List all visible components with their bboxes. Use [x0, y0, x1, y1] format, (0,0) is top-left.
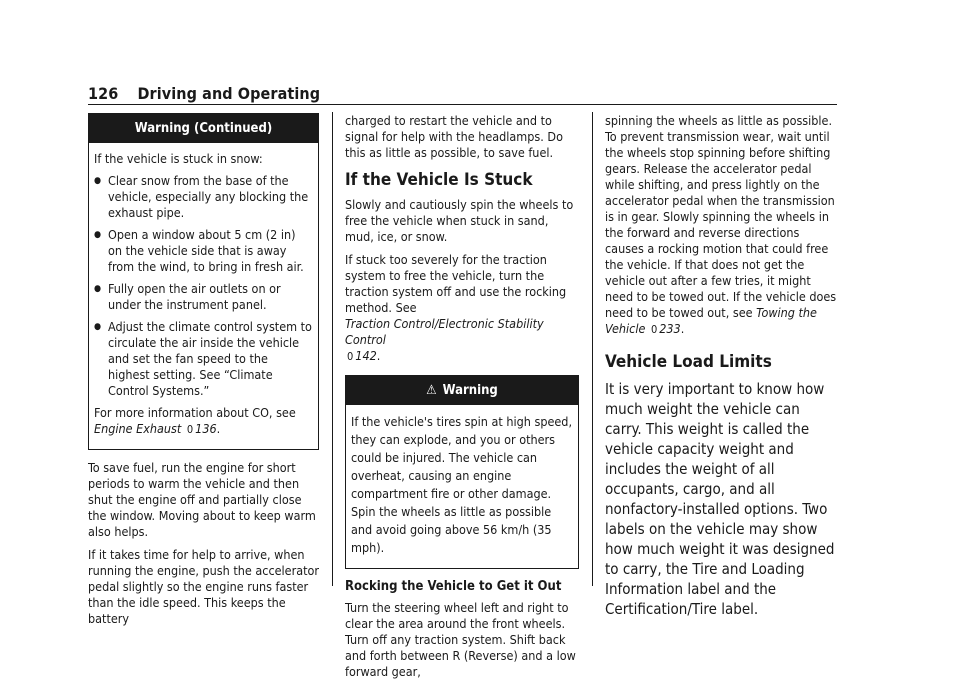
- bullet-item: ● Clear snow from the base of the vehicle, especially any blocking the exhaust pipe.: [94, 173, 313, 221]
- continued-paragraph: spinning the wheels as little as possible. To prevent transmission wear, wait until the wheels stop spinning before shifting gears. Release the accelerator pedal while shifting, and press lightly on the accelerator pedal when the transmission is in gear. Slowly spinning the wheels in the forward and reverse directions causes a rocking motion that could free the vehicle. If that does not get the vehicle out after a few tries, it might need to be towed out. If the vehicle does need to be towed out, see Towing the Vehicle 0 233.: [605, 113, 837, 336]
- traction-control-link[interactable]: Traction Control/Electronic Stability Control: [345, 316, 544, 347]
- traction-control-page[interactable]: 142: [355, 348, 377, 363]
- warning-header: [346, 376, 578, 405]
- column-3: [605, 113, 839, 626]
- engine-exhaust-link[interactable]: Engine Exhaust: [94, 421, 182, 436]
- stuck-paragraph-1: Slowly and cautiously spin the wheels to free the vehicle when stuck in sand, mud, ice, or snow.: [345, 197, 574, 244]
- help-arrive-paragraph: If it takes time for help to arrive, when running the engine, push the accelerator pedal slightly so the engine runs faster than the idle speed. This keeps the battery: [88, 547, 320, 626]
- warning-triangle-icon: ⚠: [426, 383, 437, 398]
- column-2: [345, 113, 579, 687]
- continued-paragraph: charged to restart the vehicle and to signal for help with the headlamps. Do this as little as possible, to save fuel.: [345, 113, 563, 160]
- warning-continued-box: [88, 113, 319, 450]
- load-limits-heading: Vehicle Load Limits: [605, 352, 772, 372]
- rocking-paragraph: Turn the steering wheel left and right to clear the area around the front wheels. Turn off any traction system. Shift back and forth between R (Reverse) and a low forward gear,: [345, 600, 576, 679]
- towing-page[interactable]: 233: [659, 321, 681, 336]
- towing-link[interactable]: Towing the Vehicle: [605, 305, 817, 336]
- snow-intro: If the vehicle is stuck in snow:: [94, 151, 263, 166]
- rocking-heading: Rocking the Vehicle to Get it Out: [345, 579, 562, 594]
- stuck-heading: If the Vehicle Is Stuck: [345, 170, 533, 190]
- warning-text: If the vehicle's tires spin at high speed, they can explode, and you or others could be injured. The vehicle can overheat, causing an engine compartment fire or other damage. Spin the wheels as little as possible and avoid going above 56 km/h (35 mph).: [351, 414, 573, 555]
- page-ref-icon: 0: [650, 323, 658, 336]
- stuck-text: If stuck too severely for the traction system to free the vehicle, turn the traction system off and use the rocking method. See: [345, 252, 567, 315]
- column-divider-1: [332, 112, 333, 586]
- co-text: For more information about CO, see: [94, 405, 296, 420]
- page-ref-icon: 0: [347, 350, 354, 363]
- warning-continued-title: Warning (Continued): [89, 114, 318, 143]
- snow-bullet-list: [94, 173, 313, 399]
- bullet-item: ● Fully open the air outlets on or under the instrument panel.: [94, 281, 313, 313]
- load-limits-paragraph: It is very important to know how much weight the vehicle can carry. This weight is called the vehicle capacity weight and includes the weight of all occupants, cargo, and all nonfactory-installed options. Two labels on the vehicle may show how much weight it was designed to carry, the Tire and Loading Information label and the Certification/Tire label.: [605, 380, 835, 618]
- co-reference: For more information about CO, see Engine Exhaust 0 136.: [94, 405, 296, 436]
- page-number: 126: [88, 84, 119, 103]
- header-rule: [88, 104, 837, 105]
- engine-exhaust-page[interactable]: 136: [195, 421, 217, 436]
- warning-title: Warning: [442, 383, 498, 398]
- page-ref-icon: 0: [186, 423, 194, 436]
- stuck-paragraph-2: If stuck too severely for the traction system to free the vehicle, turn the traction system off and use the rocking method. See Traction Control/Electronic Stability Control 0 142.: [345, 252, 567, 363]
- column-divider-2: [592, 112, 593, 586]
- column-1: [88, 113, 319, 634]
- page-header: [88, 84, 320, 103]
- section-title: Driving and Operating: [137, 84, 321, 103]
- save-fuel-paragraph: To save fuel, run the engine for short periods to warm the vehicle and then shut the engine off and partially close the window. Moving about to keep warm also helps.: [88, 460, 316, 539]
- bullet-item: ● Open a window about 5 cm (2 in) on the vehicle side that is away from the wind, to bring in fresh air.: [94, 227, 313, 275]
- warning-box: [345, 375, 579, 569]
- bullet-item: ● Adjust the climate control system to circulate the air inside the vehicle and set the fan speed to the highest setting. See “Climate Control Systems.”: [94, 319, 313, 399]
- rocking-continued-text: spinning the wheels as little as possible. To prevent transmission wear, wait until the wheels stop spinning before shifting gears. Release the accelerator pedal while shifting, and press lightly on the accelerator pedal when the transmission is in gear. Slowly spinning the wheels in the forward and reverse directions causes a rocking motion that could free the vehicle. If that does not get the vehicle out after a few tries, it might need to be towed out. If the vehicle does need to be towed out, see: [605, 113, 837, 320]
